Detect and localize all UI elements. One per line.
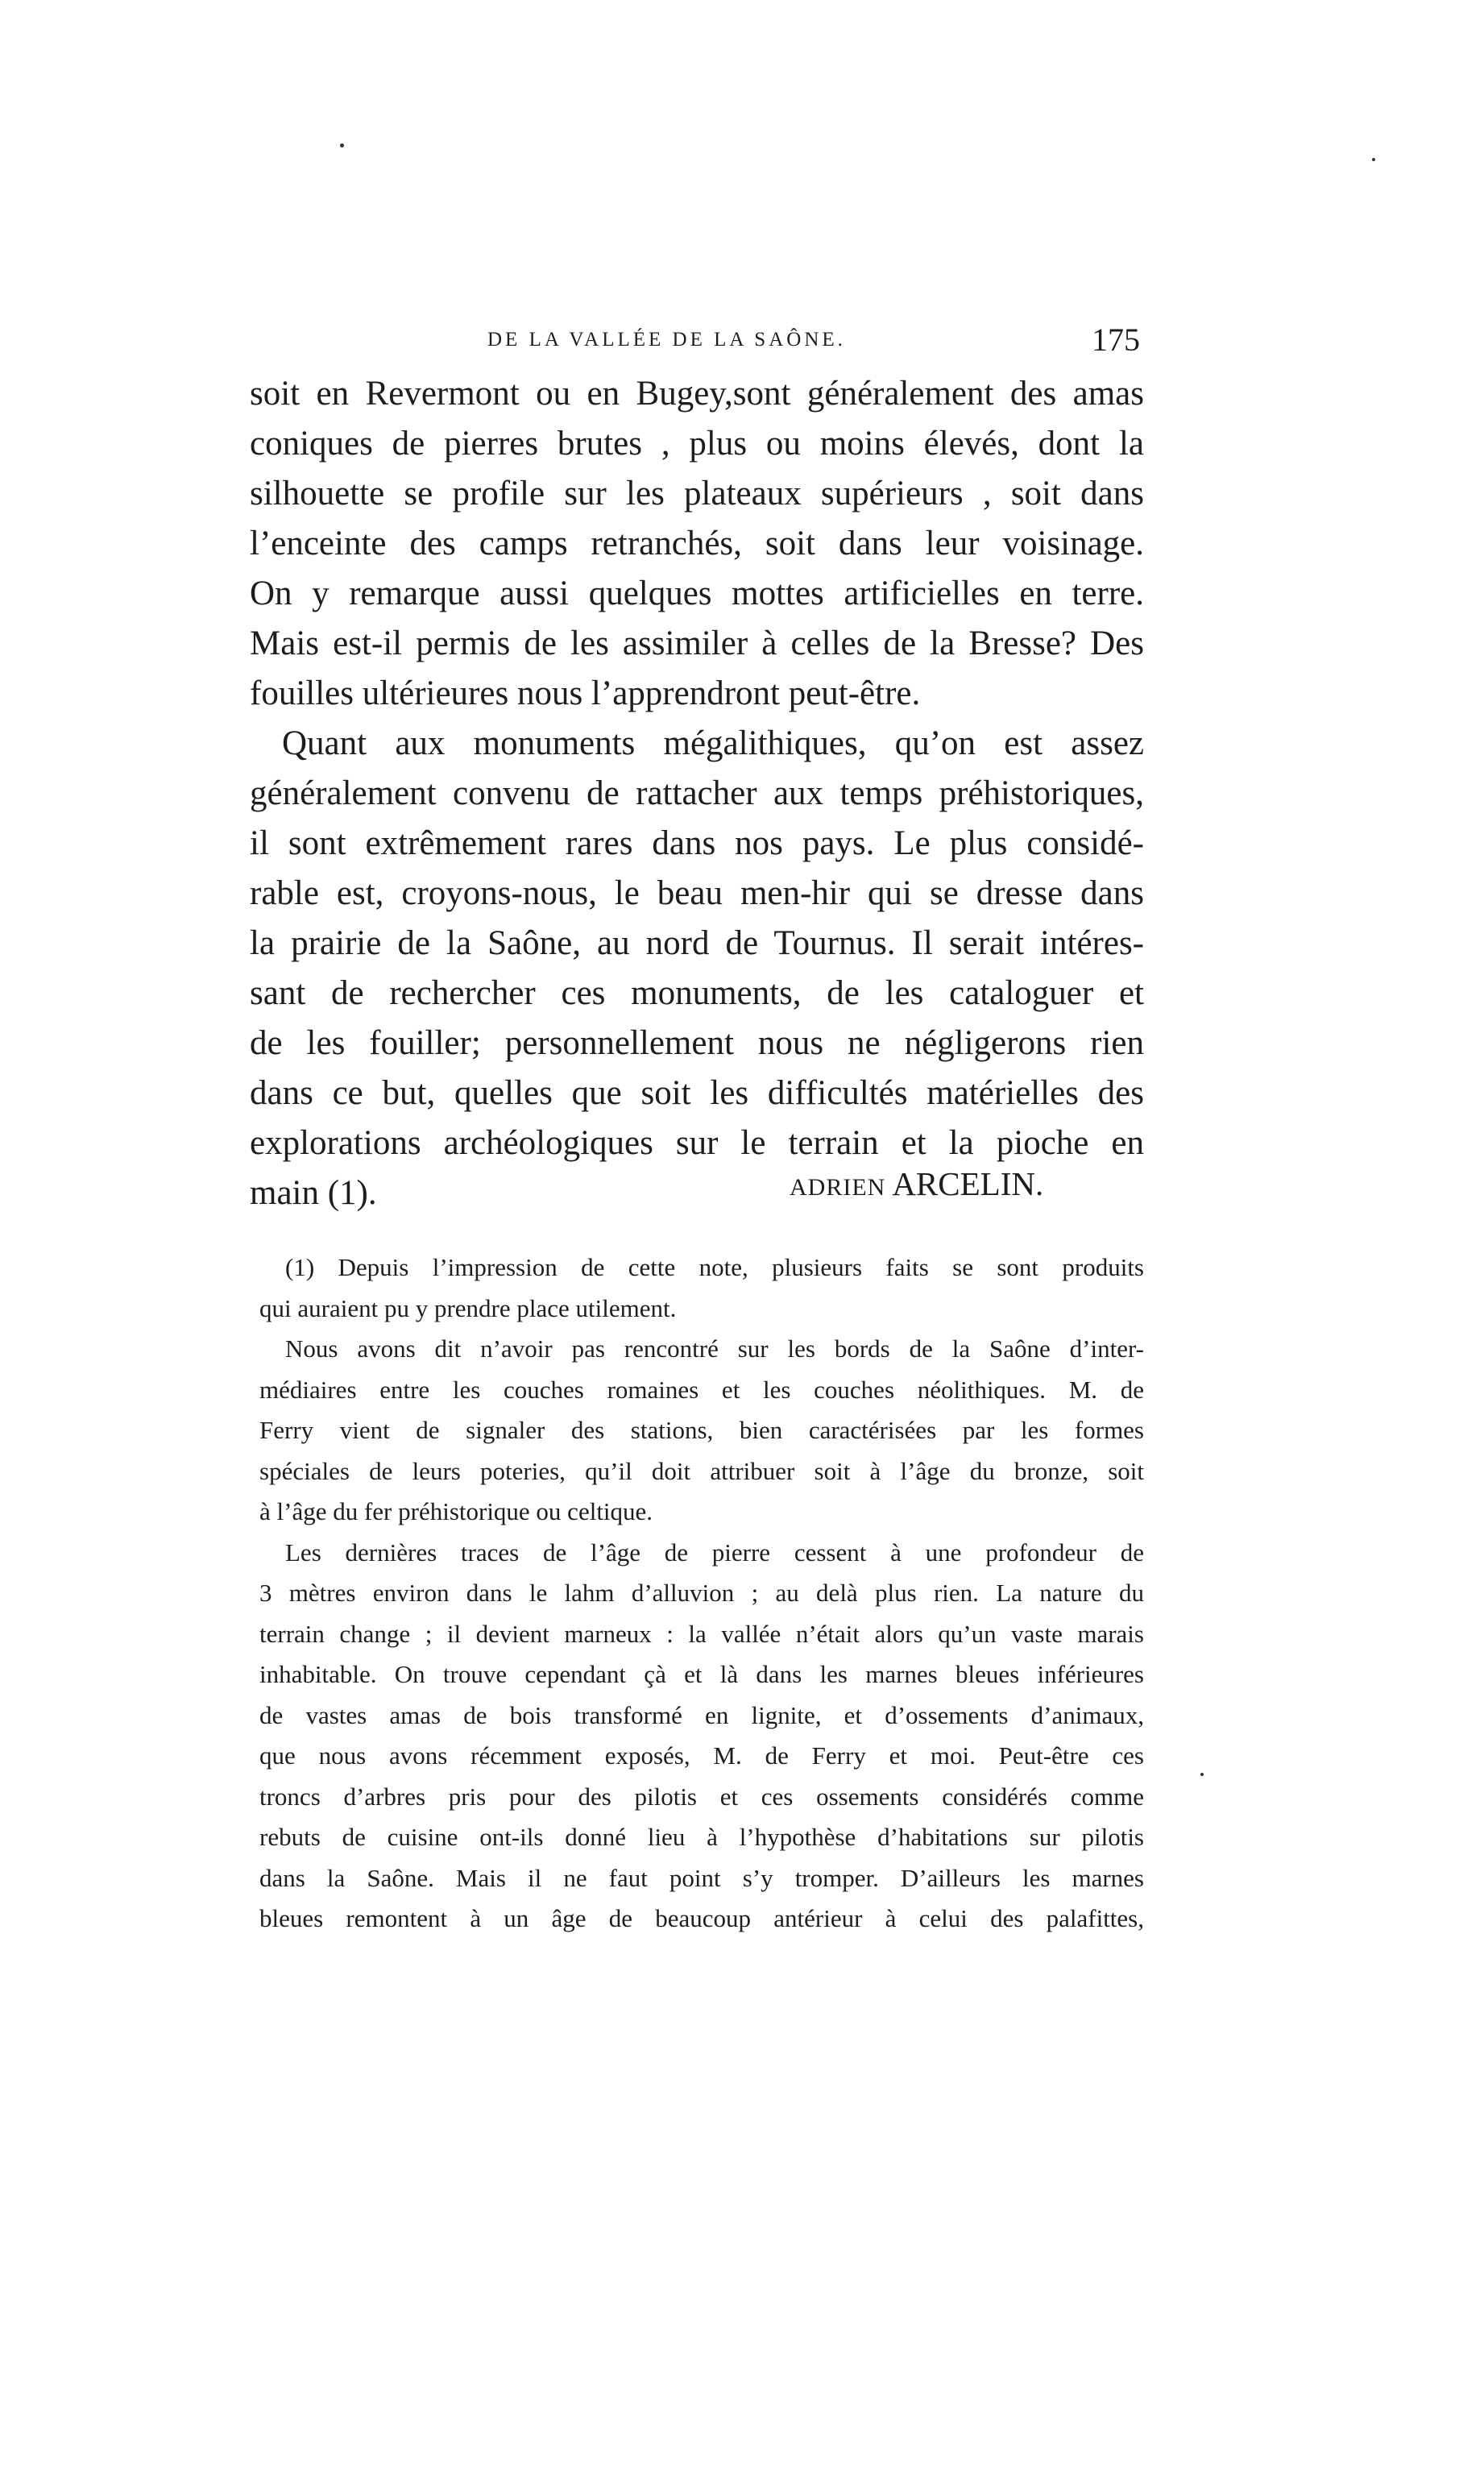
body-line: soit en Revermont ou en Bugey,sont généralement des amas <box>250 375 1144 413</box>
footnote-line: médiaires entre les couches romaines et les couches néolithiques. M. de <box>259 1375 1144 1404</box>
footnote-line: de vastes amas de bois transformé en lignite, et d’ossements d’animaux, <box>259 1700 1144 1729</box>
body-line: il sont extrêmement rares dans nos pays. Le plus considé- <box>250 824 1144 862</box>
footnote-line: inhabitable. On trouve cependant çà et là dans les marnes bleues inférieures <box>259 1660 1144 1688</box>
body-line: sant de rechercher ces monuments, de les cataloguer et <box>250 974 1144 1012</box>
author-signature <box>790 1164 1043 1203</box>
body-line: main (1). <box>250 1174 377 1212</box>
footnote-line: dans la Saône. Mais il ne faut point s’y tromper. D’ailleurs les marnes <box>259 1863 1144 1892</box>
body-line: généralement convenu de rattacher aux temps préhistoriques, <box>250 774 1144 812</box>
author-last-name: ARCELIN. <box>892 1165 1044 1202</box>
footnote-line: terrain change ; il devient marneux : la vallée n’était alors qu’un vaste marais <box>259 1619 1144 1648</box>
body-line: coniques de pierres brutes , plus ou moins élevés, dont la <box>250 425 1144 463</box>
body-line: la prairie de la Saône, au nord de Tournus. Il serait intéres- <box>250 924 1144 962</box>
page-number: 175 <box>1092 322 1140 358</box>
footnote-line: qui auraient pu y prendre place utilement. <box>259 1293 677 1322</box>
body-line: Mais est-il permis de les assimiler à celles de la Bresse? Des <box>250 625 1144 662</box>
footnote-line: que nous avons récemment exposés, M. de Ferry et moi. Peut-être ces <box>259 1741 1144 1770</box>
footnote-line: 3 mètres environ dans le lahm d’alluvion ; au delà plus rien. La nature du <box>259 1579 1144 1607</box>
footnote-line: spéciales de leurs poteries, qu’il doit attribuer soit à l’âge du bronze, soit <box>259 1456 1144 1485</box>
body-line: dans ce but, quelles que soit les difficultés matérielles des <box>250 1074 1144 1112</box>
body-line: On y remarque aussi quelques mottes artificielles en terre. <box>250 575 1144 612</box>
running-head <box>246 321 1140 369</box>
footnote <box>259 1247 1144 1940</box>
footnote-line: (1) Depuis l’impression de cette note, plusieurs faits se sont produits <box>285 1253 1144 1281</box>
footnote-line: bleues remontent à un âge de beaucoup antérieur à celui des palafittes, <box>259 1904 1144 1932</box>
body-line: explorations archéologiques sur le terrain et la pioche en <box>250 1124 1144 1162</box>
footnote-line: rebuts de cuisine ont-ils donné lieu à l’hypothèse d’habitations sur pilotis <box>259 1823 1144 1851</box>
footnote-line: Les dernières traces de l’âge de pierre cessent à une profondeur de <box>285 1538 1144 1567</box>
body-line: Quant aux monuments mégalithiques, qu’on est assez <box>282 724 1144 762</box>
author-first-name: ADRIEN <box>790 1174 886 1201</box>
footnote-line: à l’âge du fer préhistorique ou celtique. <box>259 1497 653 1525</box>
ink-speck <box>1372 158 1375 161</box>
body-line: de les fouiller; personnellement nous ne négligerons rien <box>250 1024 1144 1062</box>
footnote-line: troncs d’arbres pris pour des pilotis et ces ossements considérés comme <box>259 1782 1144 1811</box>
body-text <box>250 369 1144 1218</box>
running-title: DE LA VALLÉE DE LA SAÔNE. <box>487 329 846 351</box>
body-line: silhouette se profile sur les plateaux supérieurs , soit dans <box>250 475 1144 513</box>
footnote-line: Ferry vient de signaler des stations, bien caractérisées par les formes <box>259 1416 1144 1444</box>
body-line: l’enceinte des camps retranchés, soit dans leur voisinage. <box>250 525 1144 562</box>
ink-speck <box>1200 1773 1204 1776</box>
body-line: fouilles ultérieures nous l’apprendront peut-être. <box>250 674 921 712</box>
ink-speck <box>340 143 344 147</box>
body-line: rable est, croyons-nous, le beau men-hir qui se dresse dans <box>250 874 1144 912</box>
footnote-line: Nous avons dit n’avoir pas rencontré sur les bords de la Saône d’inter- <box>285 1334 1144 1363</box>
